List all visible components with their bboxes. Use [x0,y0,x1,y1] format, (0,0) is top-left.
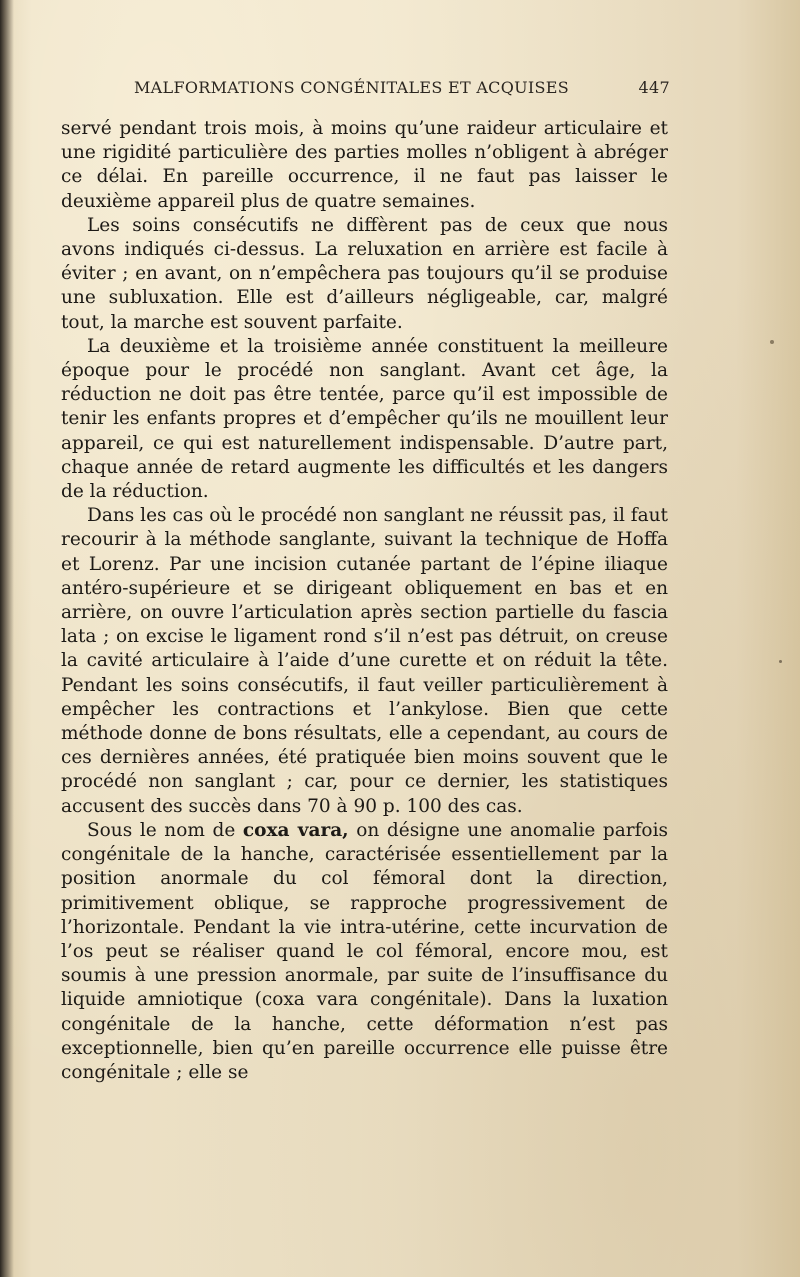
page-number: 447 [638,78,670,97]
term-coxa-vara: coxa vara, [242,819,349,841]
paragraph-continued: servé pendant trois mois, à moins qu’une raideur articulaire et une rigidité particulière des parties molles n’obligent à abréger ce délai. En pareille occurrence, il ne faut pas laisser le deuxième appareil plus de quatre semaines. [61,118,668,212]
running-title: MALFORMATIONS CONGÉNITALES ET ACQUISES [134,78,570,97]
paragraph-coxa-vara [61,819,668,1085]
paragraph: La deuxième et la troisième année constituent la meilleure époque pour le procédé non sanglant. Avant cet âge, la réduction ne doit pas être tentée, parce qu’il est impossible de tenir les enfants propres et d’empêcher qu’ils ne mouillent leur appareil, ce qui est naturellement indispensable. D’autre part, chaque année de retard augmente les difficultés et les dangers de la réduction. [61,335,668,503]
paragraph-rest: on désigne une anomalie parfois congénitale de la hanche, caractérisée essentiellement par la position anormale du col fémoral dont la direction, primitivement oblique, se rapproche progressivement de l’horizontale. Pendant la vie intra-utérine, cette incurvation de l’os peut se réaliser quand le col fémoral, encore mou, est soumis à une pression anormale, par suite de l’insuffisance du liquide amniotique (coxa vara congénitale). Dans la luxation congénitale de la hanche, cette déformation n’est pas exceptionnelle, bien qu’en pareille occurrence elle puisse être congénitale ; elle se [61,819,668,1083]
running-head [134,78,670,100]
body-text [61,117,668,1085]
paragraph-lead: Sous le nom de [87,819,243,841]
paragraph: Les soins consécutifs ne diffèrent pas de ceux que nous avons indiqués ci-dessus. La reluxation en arrière est facile à éviter ; en avant, on n’empêchera pas toujours qu’il se produise une subluxation. Elle est d’ailleurs négligeable, car, malgré tout, la marche est souvent parfaite. [61,214,668,333]
paragraph: Dans les cas où le procédé non sanglant ne réussit pas, il faut recourir à la méthode sanglante, suivant la technique de Hoffa et Lorenz. Par une incision cutanée partant de l’épine iliaque antéro-supérieure et se dirigeant obliquement en bas et en arrière, on ouvre l’articulation après section partielle du fascia lata ; on excise le ligament rond s’il n’est pas détruit, on creuse la cavité articulaire à l’aide d’une curette et on réduit la tête. Pendant les soins consécutifs, il faut veiller particulièrement à empêcher les contractions et l’ankylose. Bien que cette méthode donne de bons résultats, elle a cependant, au cours de ces dernières années, été pratiquée bien moins souvent que le procédé non sanglant ; car, pour ce dernier, les statistiques accusent des succès dans 70 à 90 p. 100 des cas. [61,505,668,817]
